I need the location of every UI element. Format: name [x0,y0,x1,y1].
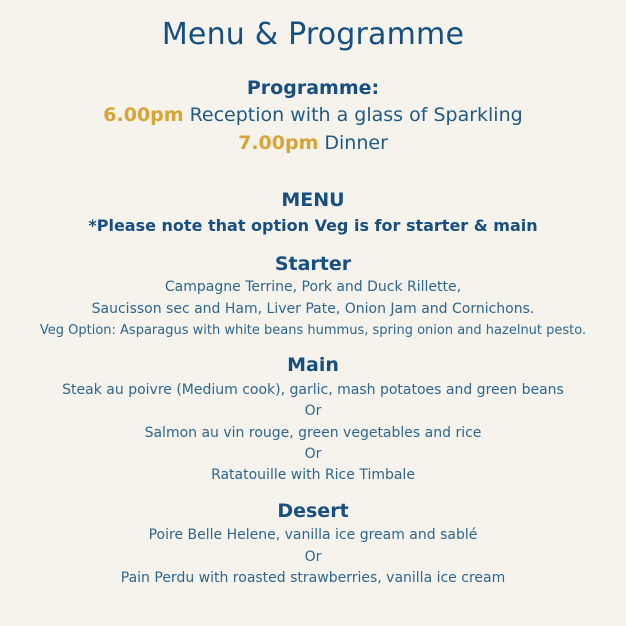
menu-note: *Please note that option Veg is for starter & main [88,216,538,235]
programme-time: 7.00pm [238,132,319,154]
programme-text: Dinner [324,132,388,154]
starter-line: Veg Option: Asparagus with white beans hummus, spring onion and hazelnut pesto. [39,323,587,338]
menu-heading: MENU [281,189,345,211]
main-line: Salmon au vin rouge, green vegetables and rice [144,425,482,441]
page-title: Menu & Programme [161,17,465,52]
desert-line: Pain Perdu with roasted strawberries, vanilla ice cream [120,570,506,586]
main-line: Or [304,403,322,419]
programme-item [0,134,626,153]
desert-line: Or [304,549,322,565]
programme-item [0,106,626,125]
programme-text: Reception with a glass of Sparkling [189,104,523,126]
programme-heading: Programme: [246,77,380,99]
starter-line: Saucisson sec and Ham, Liver Pate, Onion Jam and Cornichons. [91,301,535,317]
starter-title: Starter [274,253,352,275]
programme-time: 6.00pm [103,104,184,126]
desert-title: Desert [277,500,349,522]
main-line: Or [304,446,322,462]
starter-line: Campagne Terrine, Pork and Duck Rillette, [164,279,462,295]
main-line: Steak au poivre (Medium cook), garlic, mash potatoes and green beans [62,382,564,398]
main-line: Ratatouille with Rice Timbale [211,467,415,483]
main-title: Main [287,354,339,376]
desert-line: Poire Belle Helene, vanilla ice gream and sablé [148,527,478,543]
